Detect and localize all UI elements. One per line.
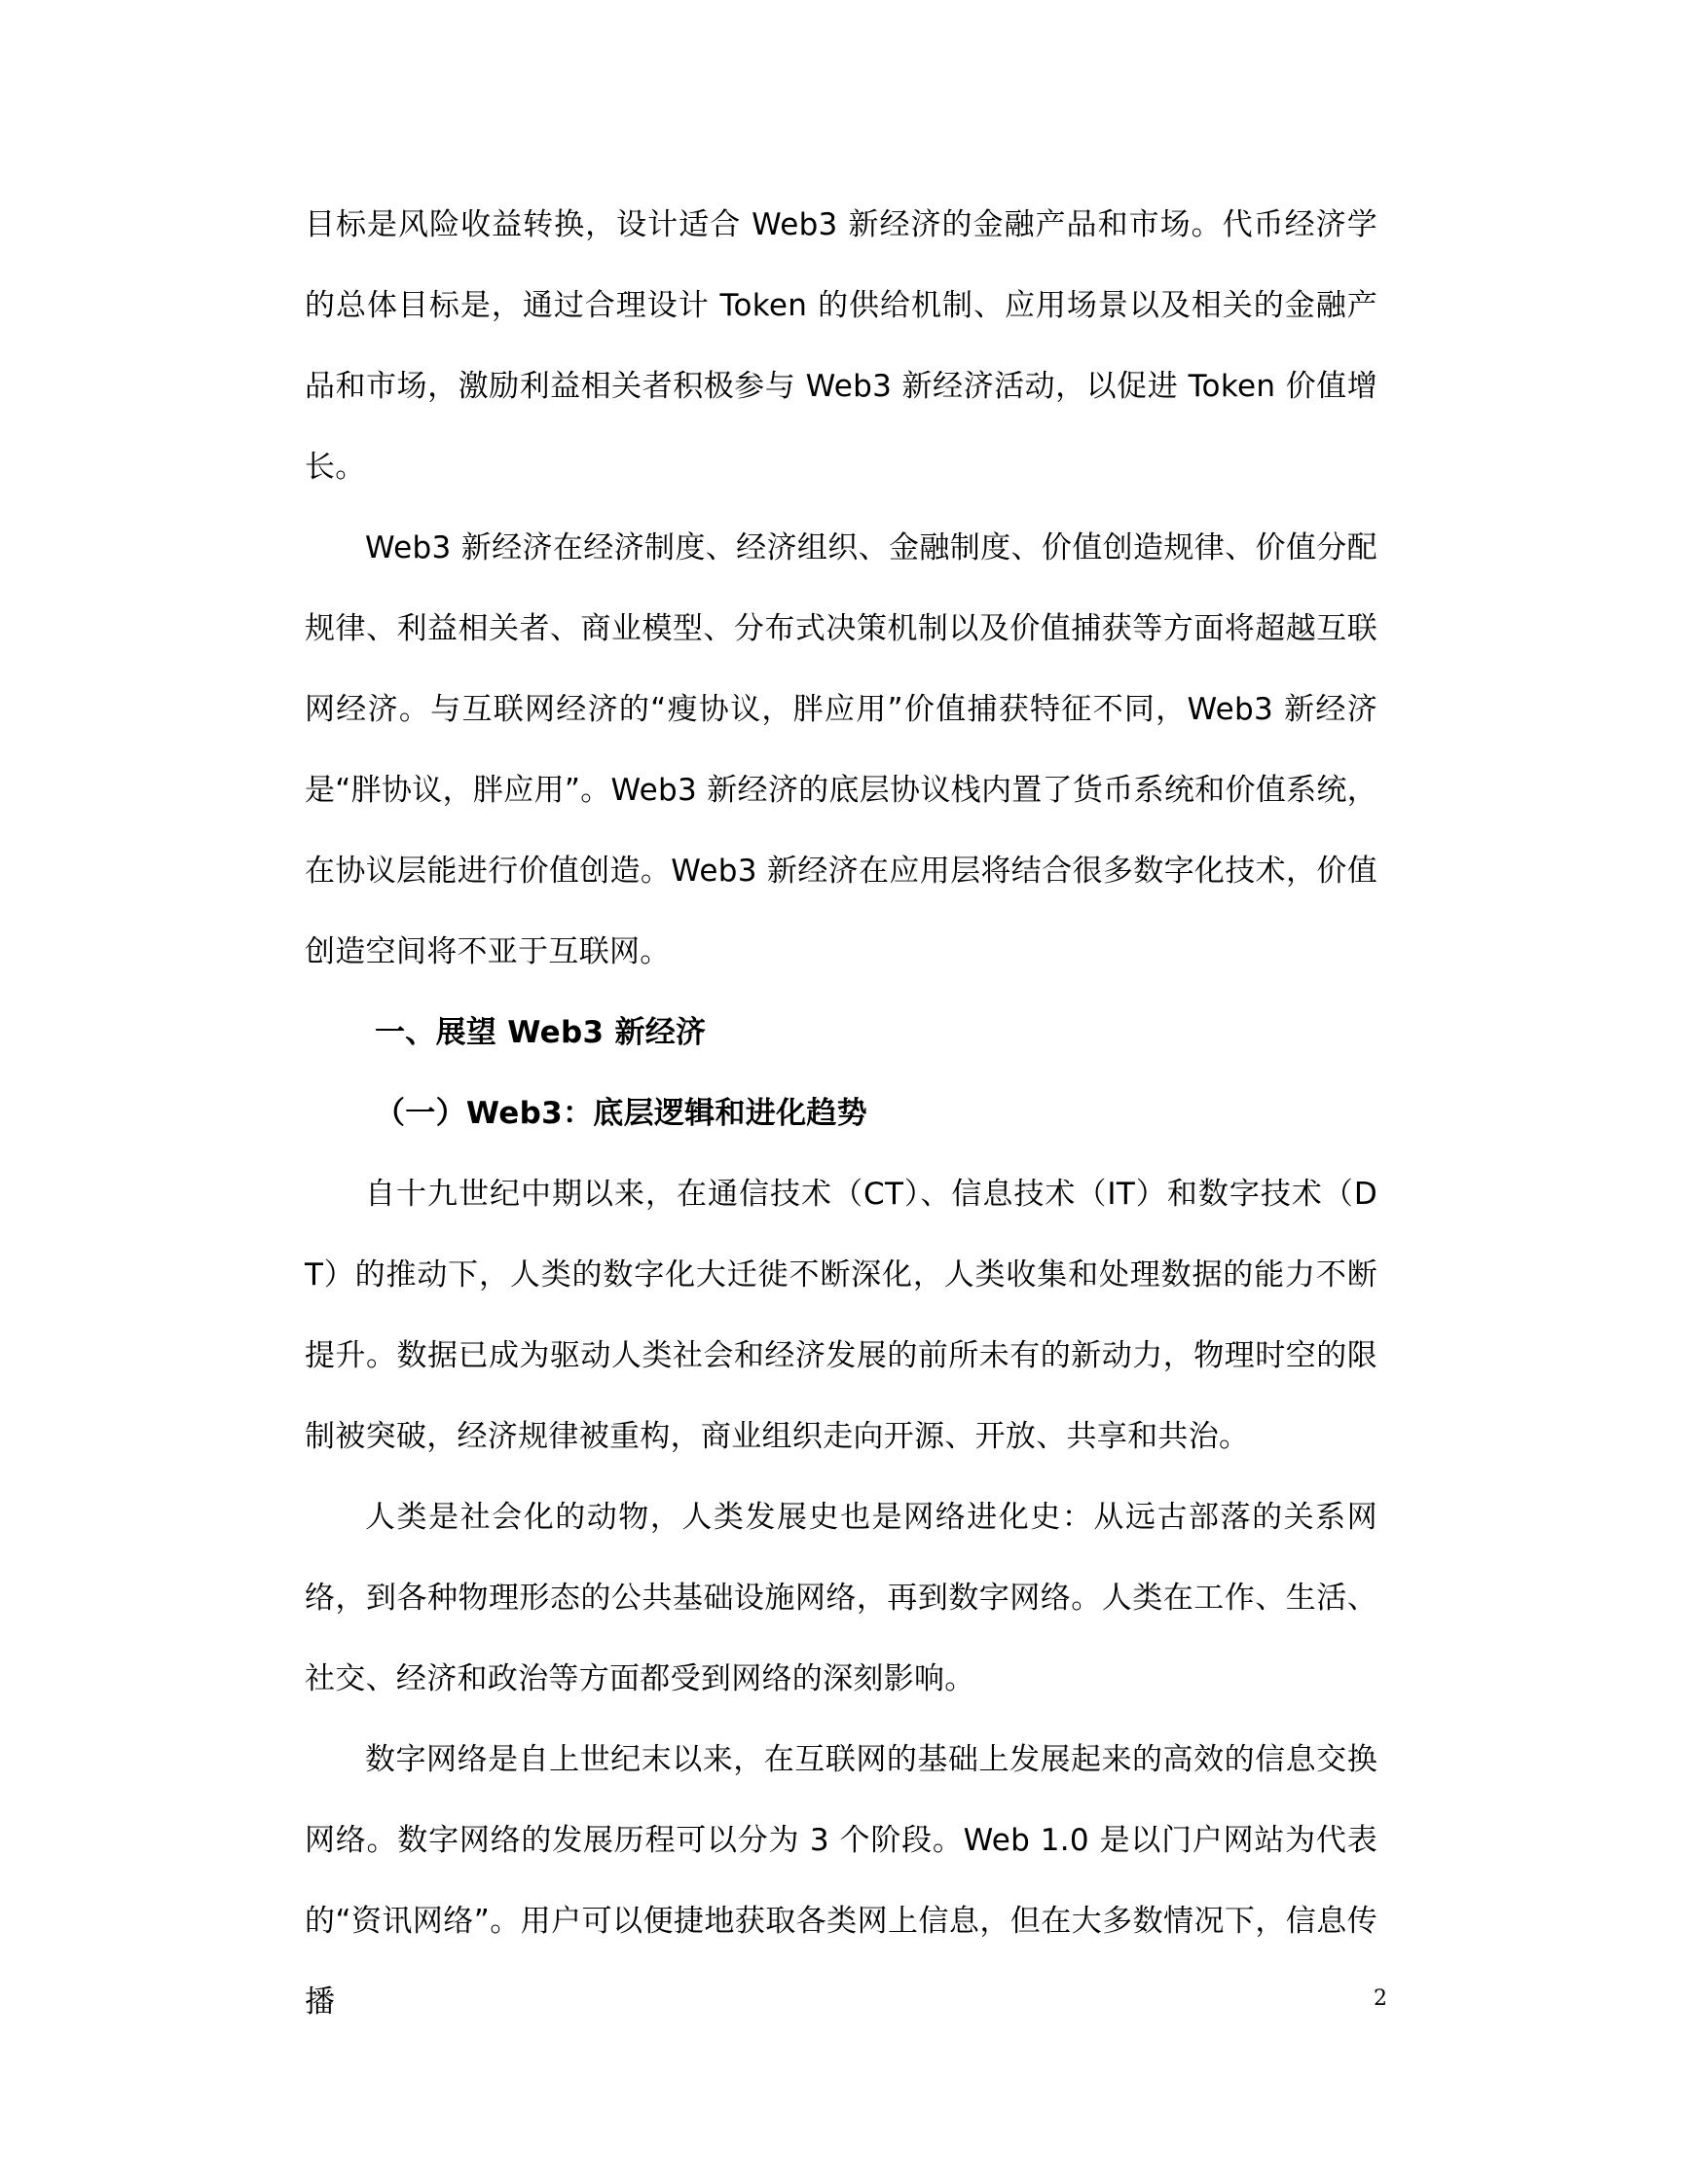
body-paragraph: 目标是风险收益转换，设计适合 Web3 新经济的金融产品和市场。代币经济学的总体目标是，通过合理设计 Token 的供给机制、应用场景以及相关的金融产品和市场，激励利益相关者积极参与 Web3 新经济活动，以促进 Token 价值增长。	[305, 207, 1377, 485]
body-paragraph: 人类是社会化的动物，人类发展史也是网络进化史：从远古部落的关系网络，到各种物理形态的公共基础设施网络，再到数字网络。人类在工作、生活、社交、经济和政治等方面都受到网络的深刻影响。	[305, 1500, 1377, 1696]
body-paragraph: 数字网络是自上世纪末以来，在互联网的基础上发展起来的高效的信息交换网络。数字网络的发展历程可以分为 3 个阶段。Web 1.0 是以门户网站为代表的“资讯网络”。用户可以便捷地获取各类网上信息，但在大多数情况下，信息传播	[305, 1742, 1377, 2020]
intro-text-block	[305, 185, 1377, 993]
section-heading: 一、展望 Web3 新经济	[375, 1015, 707, 1050]
page-number: 2	[1374, 1986, 1387, 2011]
section-block	[305, 993, 1377, 2043]
body-paragraph: Web3 新经济在经济制度、经济组织、金融制度、价值创造规律、价值分配规律、利益相关者、商业模型、分布式决策机制以及价值捕获等方面将超越互联网经济。与互联网经济的“瘦协议，胖应用”价值捕获特征不同，Web3 新经济是“胖协议，胖应用”。Web3 新经济的底层协议栈内置了货币系统和价值系统，在协议层能进行价值创造。Web3 新经济在应用层将结合很多数字化技术，价值创造空间将不亚于互联网。	[305, 530, 1377, 969]
section-subheading: （一）Web3：底层逻辑和进化趋势	[375, 1096, 867, 1131]
body-paragraph: 自十九世纪中期以来，在通信技术（CT）、信息技术（IT）和数字技术（DT）的推动下，人类的数字化大迁徙不断深化，人类收集和处理数据的能力不断提升。数据已成为驱动人类社会和经济发展的前所未有的新动力，物理时空的限制被突破，经济规律被重构，商业组织走向开源、开放、共享和共治。	[305, 1177, 1377, 1454]
